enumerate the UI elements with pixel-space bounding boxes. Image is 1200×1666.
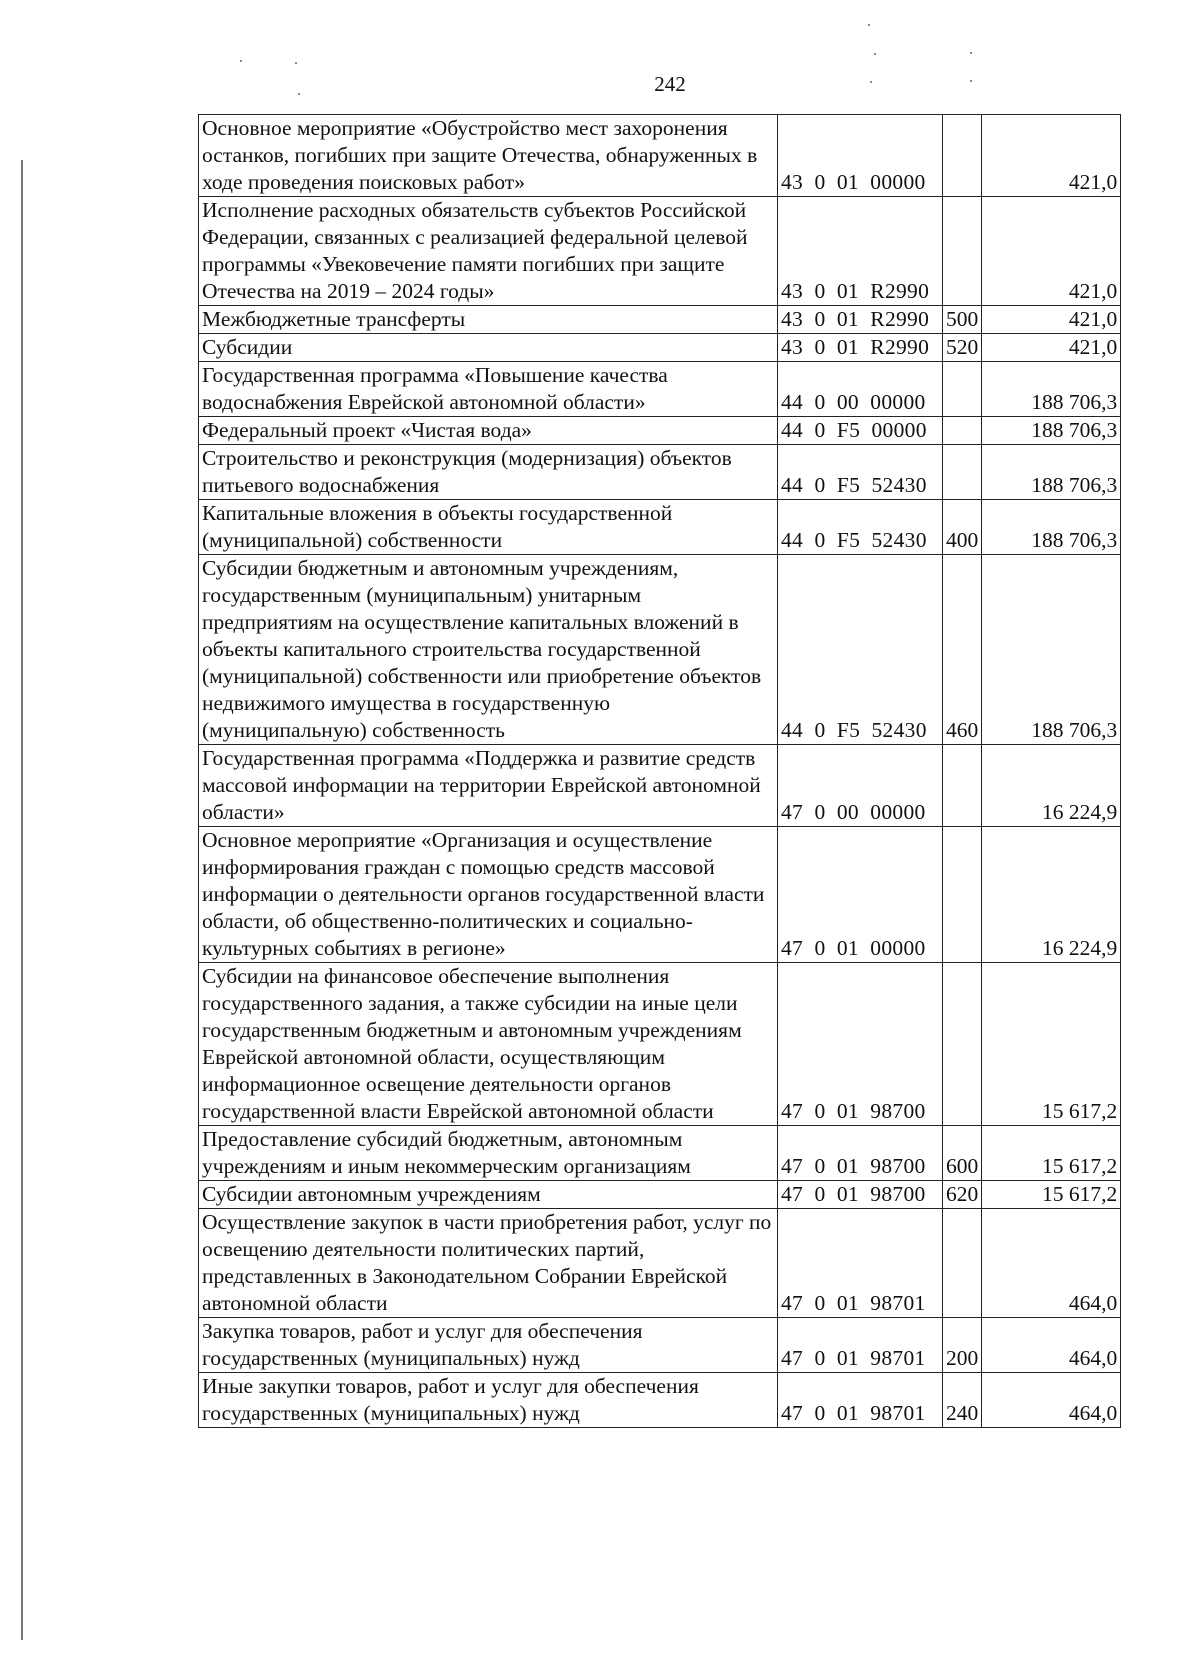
table-row: [199, 334, 1121, 362]
row-expense-type: 400: [943, 500, 982, 555]
row-expense-type: [943, 745, 982, 827]
scan-speck: [970, 80, 972, 82]
row-sum: 421,0: [982, 334, 1121, 362]
row-name: Строительство и реконструкция (модернизация) объектов питьевого водоснабжения: [199, 445, 778, 500]
row-code: 47 0 01 98701: [778, 1373, 943, 1428]
row-name: Субсидии автономным учреждениям: [199, 1181, 778, 1209]
row-code: 43 0 01 R2990: [778, 334, 943, 362]
scan-speck: [298, 93, 300, 95]
row-code: 44 0 F5 00000: [778, 417, 943, 445]
scan-speck: [295, 62, 297, 64]
row-sum: 188 706,3: [982, 555, 1121, 745]
row-sum: 188 706,3: [982, 445, 1121, 500]
table-row: [199, 1181, 1121, 1209]
row-code: 44 0 F5 52430: [778, 500, 943, 555]
row-name: Государственная программа «Поддержка и развитие средств массовой информации на территории Еврейской автономной области»: [199, 745, 778, 827]
row-sum: 464,0: [982, 1318, 1121, 1373]
row-name: Предоставление субсидий бюджетным, автономным учреждениям и иным некоммерческим организациям: [199, 1126, 778, 1181]
row-expense-type: [943, 417, 982, 445]
row-expense-type: 600: [943, 1126, 982, 1181]
row-code: 43 0 01 00000: [778, 115, 943, 197]
row-name: Межбюджетные трансферты: [199, 306, 778, 334]
row-sum: 16 224,9: [982, 827, 1121, 963]
table-row: [199, 745, 1121, 827]
row-sum: 188 706,3: [982, 417, 1121, 445]
row-name: Капитальные вложения в объекты государственной (муниципальной) собственности: [199, 500, 778, 555]
row-code: 43 0 01 R2990: [778, 306, 943, 334]
scan-speck: [970, 52, 972, 54]
row-name: Иные закупки товаров, работ и услуг для обеспечения государственных (муниципальных) нужд: [199, 1373, 778, 1428]
row-name: Закупка товаров, работ и услуг для обеспечения государственных (муниципальных) нужд: [199, 1318, 778, 1373]
table-row: [199, 1318, 1121, 1373]
table-row: [199, 362, 1121, 417]
row-sum: 16 224,9: [982, 745, 1121, 827]
table-row: [199, 115, 1121, 197]
row-name: Субсидии бюджетным и автономным учреждениям, государственным (муниципальным) унитарным предприятиям на осуществление капитальных вложений в объекты капитального строительства государственной (муниципальной) собственности или приобретение объектов недвижимого имущества в государственную (муниципальную) собственность: [199, 555, 778, 745]
row-code: 47 0 01 98701: [778, 1318, 943, 1373]
row-name: Субсидии: [199, 334, 778, 362]
row-sum: 188 706,3: [982, 362, 1121, 417]
row-sum: 421,0: [982, 115, 1121, 197]
row-name: Субсидии на финансовое обеспечение выполнения государственного задания, а также субсидии на иные цели государственным бюджетным и автономным учреждениям Еврейской автономной области, осуществляющим информационное освещение деятельности органов государственной власти Еврейской автономной области: [199, 963, 778, 1126]
page-number: 242: [654, 72, 686, 96]
row-sum: 421,0: [982, 306, 1121, 334]
table-row: [199, 500, 1121, 555]
table-row: [199, 1373, 1121, 1428]
row-code: 43 0 01 R2990: [778, 197, 943, 306]
budget-table-body: [199, 115, 1121, 1428]
scan-margin-line: [21, 160, 23, 1640]
row-name: Осуществление закупок в части приобретения работ, услуг по освещению деятельности политических партий, представленных в Законодательном Собрании Еврейской автономной области: [199, 1209, 778, 1318]
table-row: [199, 827, 1121, 963]
row-code: 44 0 F5 52430: [778, 555, 943, 745]
table-row: [199, 417, 1121, 445]
table-row: [199, 306, 1121, 334]
row-expense-type: [943, 445, 982, 500]
row-sum: 15 617,2: [982, 1181, 1121, 1209]
scan-speck: [868, 24, 870, 26]
row-code: 47 0 01 98700: [778, 963, 943, 1126]
row-sum: 15 617,2: [982, 1126, 1121, 1181]
row-code: 47 0 01 98700: [778, 1181, 943, 1209]
scan-speck: [870, 81, 872, 83]
row-expense-type: 620: [943, 1181, 982, 1209]
row-name: Исполнение расходных обязательств субъектов Российской Федерации, связанных с реализацией федеральной целевой программы «Увековечение памяти погибших при защите Отечества на 2019 – 2024 годы»: [199, 197, 778, 306]
row-expense-type: [943, 827, 982, 963]
row-code: 47 0 00 00000: [778, 745, 943, 827]
row-expense-type: 460: [943, 555, 982, 745]
row-expense-type: [943, 115, 982, 197]
row-expense-type: [943, 963, 982, 1126]
row-expense-type: 200: [943, 1318, 982, 1373]
row-code: 47 0 01 98701: [778, 1209, 943, 1318]
budget-table: [198, 114, 1121, 1428]
row-sum: 464,0: [982, 1209, 1121, 1318]
row-code: 47 0 01 00000: [778, 827, 943, 963]
table-row: [199, 1126, 1121, 1181]
row-expense-type: 240: [943, 1373, 982, 1428]
scan-speck: [874, 53, 876, 55]
row-name: Основное мероприятие «Организация и осуществление информирования граждан с помощью средств массовой информации о деятельности органов государственной власти области, об общественно-политических и социально-культурных событиях в регионе»: [199, 827, 778, 963]
row-sum: 188 706,3: [982, 500, 1121, 555]
row-expense-type: 520: [943, 334, 982, 362]
table-row: [199, 445, 1121, 500]
row-name: Государственная программа «Повышение качества водоснабжения Еврейской автономной области»: [199, 362, 778, 417]
table-row: [199, 963, 1121, 1126]
row-sum: 421,0: [982, 197, 1121, 306]
row-expense-type: [943, 197, 982, 306]
row-code: 44 0 F5 52430: [778, 445, 943, 500]
row-code: 44 0 00 00000: [778, 362, 943, 417]
row-code: 47 0 01 98700: [778, 1126, 943, 1181]
scan-speck: [240, 60, 242, 62]
table-row: [199, 1209, 1121, 1318]
row-expense-type: 500: [943, 306, 982, 334]
row-name: Федеральный проект «Чистая вода»: [199, 417, 778, 445]
table-row: [199, 197, 1121, 306]
table-row: [199, 555, 1121, 745]
row-expense-type: [943, 1209, 982, 1318]
row-expense-type: [943, 362, 982, 417]
row-sum: 15 617,2: [982, 963, 1121, 1126]
row-sum: 464,0: [982, 1373, 1121, 1428]
row-name: Основное мероприятие «Обустройство мест захоронения останков, погибших при защите Отечества, обнаруженных в ходе проведения поисковых работ»: [199, 115, 778, 197]
